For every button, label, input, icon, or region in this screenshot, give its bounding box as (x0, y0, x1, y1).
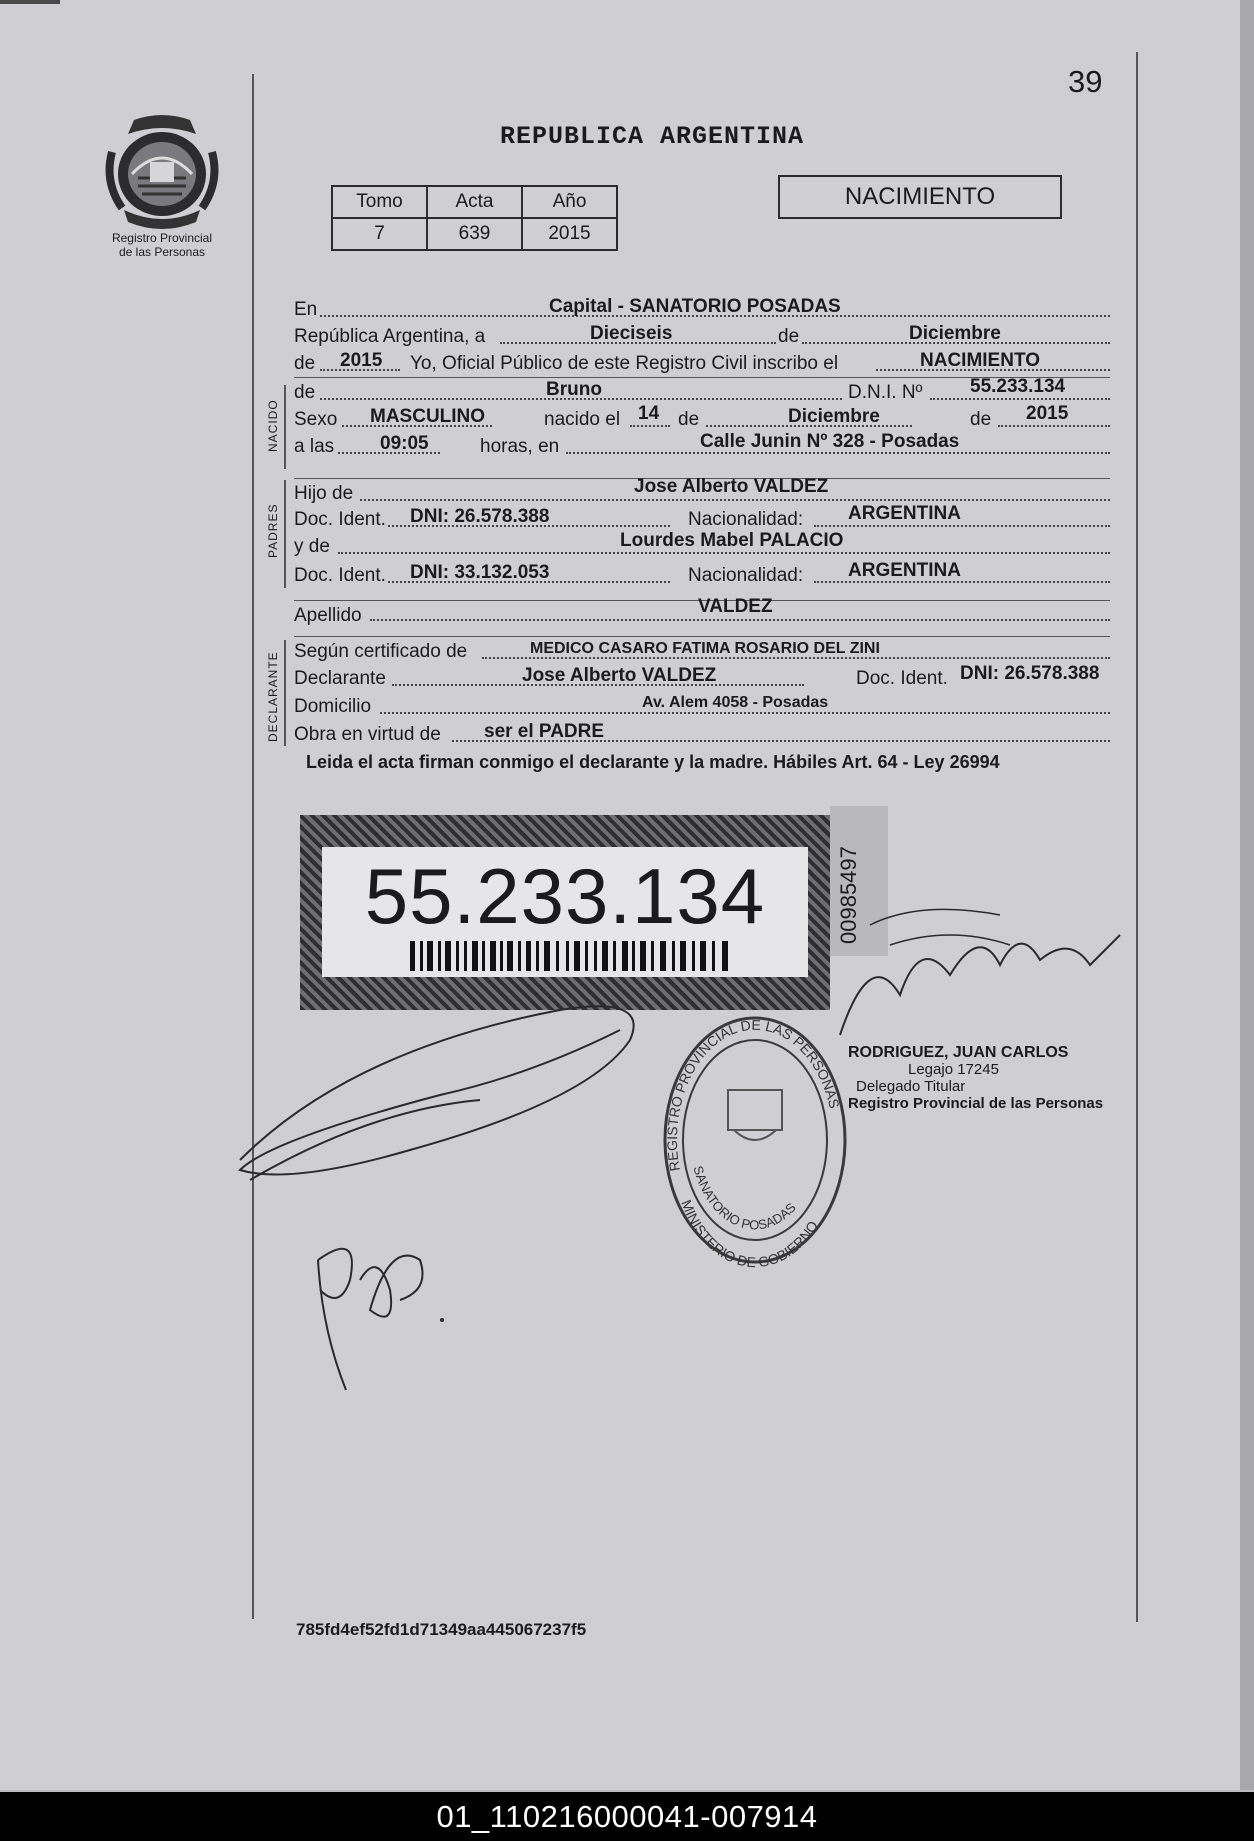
sexo-value: MASCULINO (370, 406, 486, 427)
month-value: Diciembre (909, 323, 1001, 344)
birth-place: Calle Junin Nº 328 - Posadas (700, 431, 960, 452)
officer-legajo: Legajo 17245 (908, 1061, 999, 1078)
logo-caption-line1: Registro Provincial (111, 231, 213, 245)
domicile-value: Av. Alem 4058 - Posadas (642, 694, 829, 711)
obra-value: ser el PADRE (484, 721, 605, 742)
day-value: Dieciseis (590, 323, 673, 344)
parents-section-bar (284, 480, 286, 588)
logo-caption (96, 231, 228, 259)
surname-value: VALDEZ (698, 596, 773, 617)
mother-nationality: ARGENTINA (848, 560, 961, 581)
nacido-label: nacido el (544, 409, 621, 430)
officer-signature (830, 905, 1130, 1045)
act-type-box: NACIMIENTO (778, 175, 1062, 219)
row-republica (294, 322, 1110, 348)
obra-label: Obra en virtud de (294, 724, 441, 745)
barcode-graphic (410, 941, 730, 971)
row-father (294, 478, 1110, 505)
acta-header: Acta (427, 186, 522, 218)
declarant-name: Jose Alberto VALDEZ (522, 665, 717, 686)
svg-text:MINISTERIO DE GOBIERNO (678, 1197, 821, 1270)
birth-day: 14 (638, 403, 660, 424)
declarant-signature (230, 990, 660, 1210)
mother-signature (300, 1220, 450, 1400)
registry-table (331, 185, 618, 251)
tomo-value: 7 (332, 218, 427, 250)
officer-office: Registro Provincial de las Personas (848, 1095, 1104, 1112)
row-mother-doc (294, 561, 1110, 587)
acta-value: 639 (427, 218, 522, 250)
father-nationality: ARGENTINA (848, 503, 961, 524)
declarant-doc: DNI: 26.578.388 (960, 663, 1100, 684)
province-coat-of-arms-logo (104, 112, 220, 230)
row-declarant (294, 664, 1110, 690)
page-edge-mark (0, 0, 60, 4)
domicilio-label: Domicilio (294, 696, 372, 717)
hijo-label: Hijo de (294, 483, 354, 504)
mother-name: Lourdes Mabel PALACIO (620, 530, 844, 551)
sticker-serial: 00985497 (836, 846, 861, 944)
father-nat-label: Nacionalidad: (688, 509, 804, 530)
logo-caption-line2: de las Personas (118, 245, 206, 259)
y-de-label: y de (294, 536, 330, 557)
mother-doc-label: Doc. Ident. (294, 565, 386, 586)
officer-block (848, 1044, 1103, 1112)
birth-month: Diciembre (788, 406, 880, 427)
declarant-section-bar (284, 640, 286, 746)
row-father-doc (294, 505, 1110, 531)
officer-name: RODRIGUEZ, JUAN CARLOS (848, 1044, 1069, 1061)
row-domicile (294, 692, 1110, 718)
page-edge (1240, 0, 1254, 1790)
born-section-bar (284, 385, 286, 469)
side-label-declarant: DECLARANTE (266, 651, 280, 742)
row-year (294, 349, 1110, 375)
row-certificate (294, 636, 1110, 663)
inscribe-value: NACIMIENTO (920, 350, 1040, 371)
apellido-label: Apellido (294, 605, 362, 626)
de-year-label: de (294, 353, 316, 374)
a-las-label: a las (294, 436, 335, 457)
yo-text: Yo, Oficial Público de este Registro Civil inscribo el (410, 353, 839, 374)
de-label3: de (970, 409, 992, 430)
republica-label: República Argentina, a (294, 326, 486, 347)
row-obra (294, 720, 1110, 746)
sexo-label: Sexo (294, 409, 338, 430)
svg-text:SANATORIO POSADAS (690, 1164, 799, 1232)
sticker-number: 55.233.134 (364, 852, 766, 940)
place-of-registration: Capital - SANATORIO POSADAS (549, 296, 841, 317)
father-doc-label: Doc. Ident. (294, 509, 386, 530)
row-name (294, 377, 1110, 404)
mother-nat-label: Nacionalidad: (688, 565, 804, 586)
officer-role: Delegado Titular (856, 1078, 966, 1095)
row-mother (294, 532, 1110, 558)
dni-sticker (300, 815, 830, 1010)
de-name-label: de (294, 382, 316, 403)
time-value: 09:05 (380, 433, 429, 454)
child-name: Bruno (546, 379, 602, 400)
certificate-value: MEDICO CASARO FATIMA ROSARIO DEL ZINI (530, 640, 880, 657)
side-label-born: NACIDO (266, 399, 280, 452)
row-en (294, 295, 1110, 321)
mother-doc: DNI: 33.132.053 (410, 562, 550, 583)
side-label-parents: PADRES (266, 503, 280, 558)
seal-outer-text: REGISTRO PROVINCIAL DE LAS PERSONAS (663, 1016, 843, 1173)
seal-inner-text: SANATORIO POSADAS (690, 1164, 799, 1233)
anio-header: Año (522, 186, 617, 218)
father-name: Jose Alberto VALDEZ (634, 476, 829, 497)
page-number: 39 (1068, 64, 1103, 99)
en-label: En (294, 299, 318, 320)
de-label: de (778, 326, 800, 347)
father-doc: DNI: 26.578.388 (410, 506, 550, 527)
scan-footer-id: 01_110216000041-007914 (0, 1792, 1254, 1841)
registry-seal-stamp (650, 1000, 860, 1280)
seal-bottom-text: MINISTERIO DE GOBIERNO (678, 1197, 822, 1271)
left-margin-line (252, 74, 254, 1619)
document-hash: 785fd4ef52fd1d71349aa445067237f5 (296, 1620, 587, 1639)
row-sexo (294, 405, 1110, 431)
de-label2: de (678, 409, 700, 430)
birth-year: 2015 (1026, 403, 1069, 424)
segun-label: Según certificado de (294, 641, 468, 662)
tomo-header: Tomo (332, 186, 427, 218)
dni-label: D.N.I. Nº (848, 382, 923, 403)
sticker-inner (322, 847, 808, 977)
anio-value: 2015 (522, 218, 617, 250)
horas-label: horas, en (480, 436, 560, 457)
year-value: 2015 (340, 350, 383, 371)
right-margin-line (1136, 52, 1138, 1622)
declarant-doc-label: Doc. Ident. (856, 668, 948, 689)
child-dni: 55.233.134 (970, 376, 1066, 397)
document-title: REPUBLICA ARGENTINA (500, 122, 805, 151)
declarante-label: Declarante (294, 668, 386, 689)
row-time (294, 432, 1110, 458)
row-surname (294, 596, 1110, 627)
closing-note: Leida el acta firman conmigo el declarante y la madre. Hábiles Art. 64 - Ley 26994 (306, 752, 1000, 772)
